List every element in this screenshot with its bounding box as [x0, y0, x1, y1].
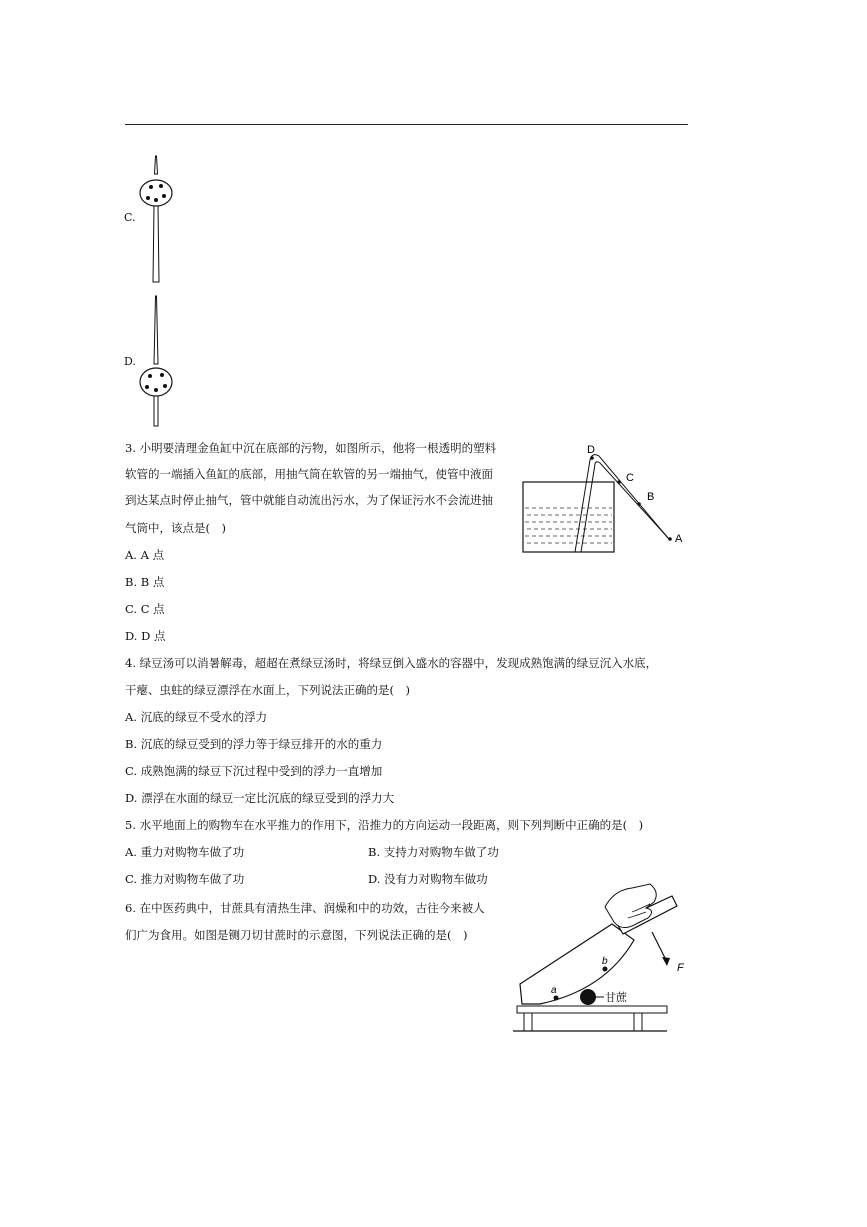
q6-line-1: 6. 在中医药典中，甘蔗具有清热生津、润燥和中的功效，古往今来被人: [125, 901, 485, 915]
q3-line-3: 到达某点时停止抽气，管中就能自动流出污水，为了保证污水不会流进抽: [125, 493, 493, 507]
header-rule: [125, 124, 688, 125]
q5-option-c: C. 推力对购物车做了功: [125, 872, 245, 886]
q3-option-b: B. B 点: [125, 575, 165, 589]
label-d: D: [587, 444, 595, 456]
q3-line-4: 气筒中，该点是( ): [125, 521, 226, 535]
q4-option-a: A. 沉底的绿豆不受水的浮力: [125, 710, 268, 724]
q3-line-2: 软管的一端插入鱼缸的底部，用抽气筒在软管的另一端抽气，使管中液面: [125, 467, 493, 481]
label-c: C: [626, 472, 634, 484]
q3-option-a: A. A 点: [125, 548, 165, 562]
point-a-label: a: [551, 985, 557, 996]
sugarcane: [580, 989, 596, 1005]
q5-option-d: D. 没有力对购物车做功: [368, 872, 488, 886]
option-d-figure: [138, 294, 178, 430]
option-d-label: D.: [124, 355, 136, 368]
q4-option-d: D. 漂浮在水面的绿豆一定比沉底的绿豆受到的浮力大: [125, 791, 395, 805]
point-b-label: b: [602, 956, 608, 967]
siphon-figure: [518, 438, 690, 560]
point-a-marker: [554, 996, 559, 1001]
board-leg-left: [524, 1013, 532, 1031]
board-leg-right: [634, 1013, 642, 1031]
cutting-board: [517, 1006, 667, 1013]
sugarcane-label: 甘蔗: [605, 992, 627, 1004]
q5-stem: 5. 水平地面上的购物车在水平推力的作用下，沿推力的方向运动一段距离，则下列判断中正确的是( ): [125, 818, 644, 832]
q5-option-a: A. 重力对购物车做了功: [125, 845, 245, 859]
q6-line-2: 们广为食用。如图是铡刀切甘蔗时的示意图，下列说法正确的是( ): [125, 928, 468, 942]
q4-line-2: 干瘪、虫蛀的绿豆漂浮在水面上，下列说法正确的是( ): [125, 683, 410, 697]
fish-tank: [523, 482, 614, 552]
label-a: A: [675, 533, 683, 545]
point-c: [617, 480, 621, 484]
option-c-label: C.: [124, 211, 136, 224]
force-label: F: [677, 962, 684, 974]
q3-line-1: 3. 小明要清理金鱼缸中沉在底部的污物，如图所示，他将一根透明的塑料: [125, 441, 497, 455]
point-d: [590, 456, 594, 460]
option-c-figure: [138, 150, 178, 286]
q4-option-c: C. 成熟饱满的绿豆下沉过程中受到的浮力一直增加: [125, 764, 383, 778]
force-arrowhead: [662, 957, 670, 966]
point-a: [668, 537, 672, 541]
label-b: B: [647, 491, 655, 503]
q3-option-d: D. D 点: [125, 629, 166, 643]
q4-line-1: 4. 绿豆汤可以消暑解毒，超超在煮绿豆汤时，将绿豆倒入盛水的容器中，发现成熟饱满的绿豆沉入水底，: [125, 656, 658, 670]
guillotine-figure: [510, 882, 690, 1038]
point-b-marker: [603, 967, 608, 972]
q5-option-b: B. 支持力对购物车做了功: [368, 845, 499, 859]
q3-option-c: C. C 点: [125, 602, 165, 616]
q4-option-b: B. 沉底的绿豆受到的浮力等于绿豆排开的水的重力: [125, 737, 383, 751]
point-b: [637, 502, 641, 506]
